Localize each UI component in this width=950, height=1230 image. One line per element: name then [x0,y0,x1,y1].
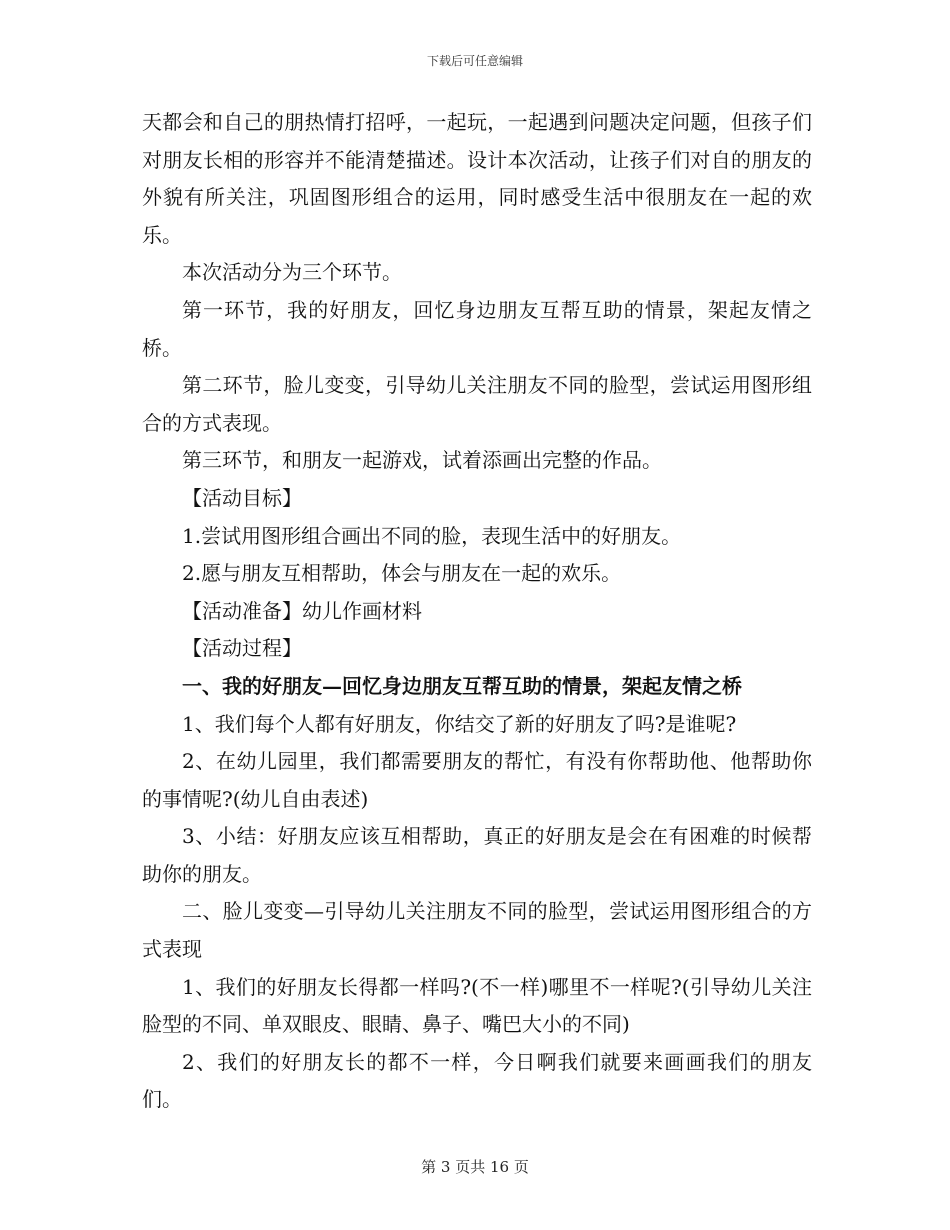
paragraph: 1、我们的好朋友长得都一样吗?(不一样)哪里不一样呢?(引导幼儿关注脸型的不同、单双眼皮、眼睛、鼻子、嘴巴大小的不同) [142,974,812,1037]
paragraph: 1.尝试用图形组合画出不同的脸，表现生活中的好朋友。 [182,523,682,548]
paragraph: 第三环节，和朋友一起游戏，试着添画出完整的作品。 [182,448,662,473]
page-header: 下载后可任意编辑 [426,54,523,68]
paragraph: 【活动准备】幼儿作画材料 [182,598,422,623]
paragraph: 【活动目标】 [182,485,302,510]
paragraph: 天都会和自己的朋热情打招呼，一起玩，一起遇到问题决定问题，但孩子们对朋友长相的形容并不能清楚描述。设计本次活动，让孩子们对自的朋友的外貌有所关注，巩固图形组合的运用，同时感受生活中很朋友在一起的欢乐。 [142,110,812,247]
paragraph: 2、在幼儿园里，我们都需要朋友的帮忙，有没有你帮助他、他帮助你的事情呢?(幼儿自由表述) [142,749,812,811]
paragraph: 第一环节，我的好朋友，回忆身边朋友互帮互助的情景，架起友情之桥。 [142,297,812,360]
document-body [142,104,812,1119]
paragraph: 2、我们的好朋友长的都不一样，今日啊我们就要来画画我们的朋友们。 [142,1049,812,1112]
paragraph: 3、小结：好朋友应该互相帮助，真正的好朋友是会在有困难的时候帮助你的朋友。 [142,824,812,886]
paragraph: 本次活动分为三个环节。 [182,260,402,285]
paragraph: 1、我们每个人都有好朋友，你结交了新的好朋友了吗?是谁呢? [182,711,737,736]
paragraph: 2.愿与朋友互相帮助，体会与朋友在一起的欢乐。 [182,561,622,586]
paragraph: 一、我的好朋友—回忆身边朋友互帮互助的情景，架起友情之桥 [182,673,742,698]
paragraph: 二、脸儿变变—引导幼儿关注朋友不同的脸型，尝试运用图形组合的方式表现 [142,899,812,962]
paragraph: 第二环节，脸儿变变，引导幼儿关注朋友不同的脸型，尝试运用图形组合的方式表现。 [142,373,812,435]
paragraph: 【活动过程】 [182,636,302,661]
page-footer: 第 3 页共 16 页 [421,1158,529,1176]
